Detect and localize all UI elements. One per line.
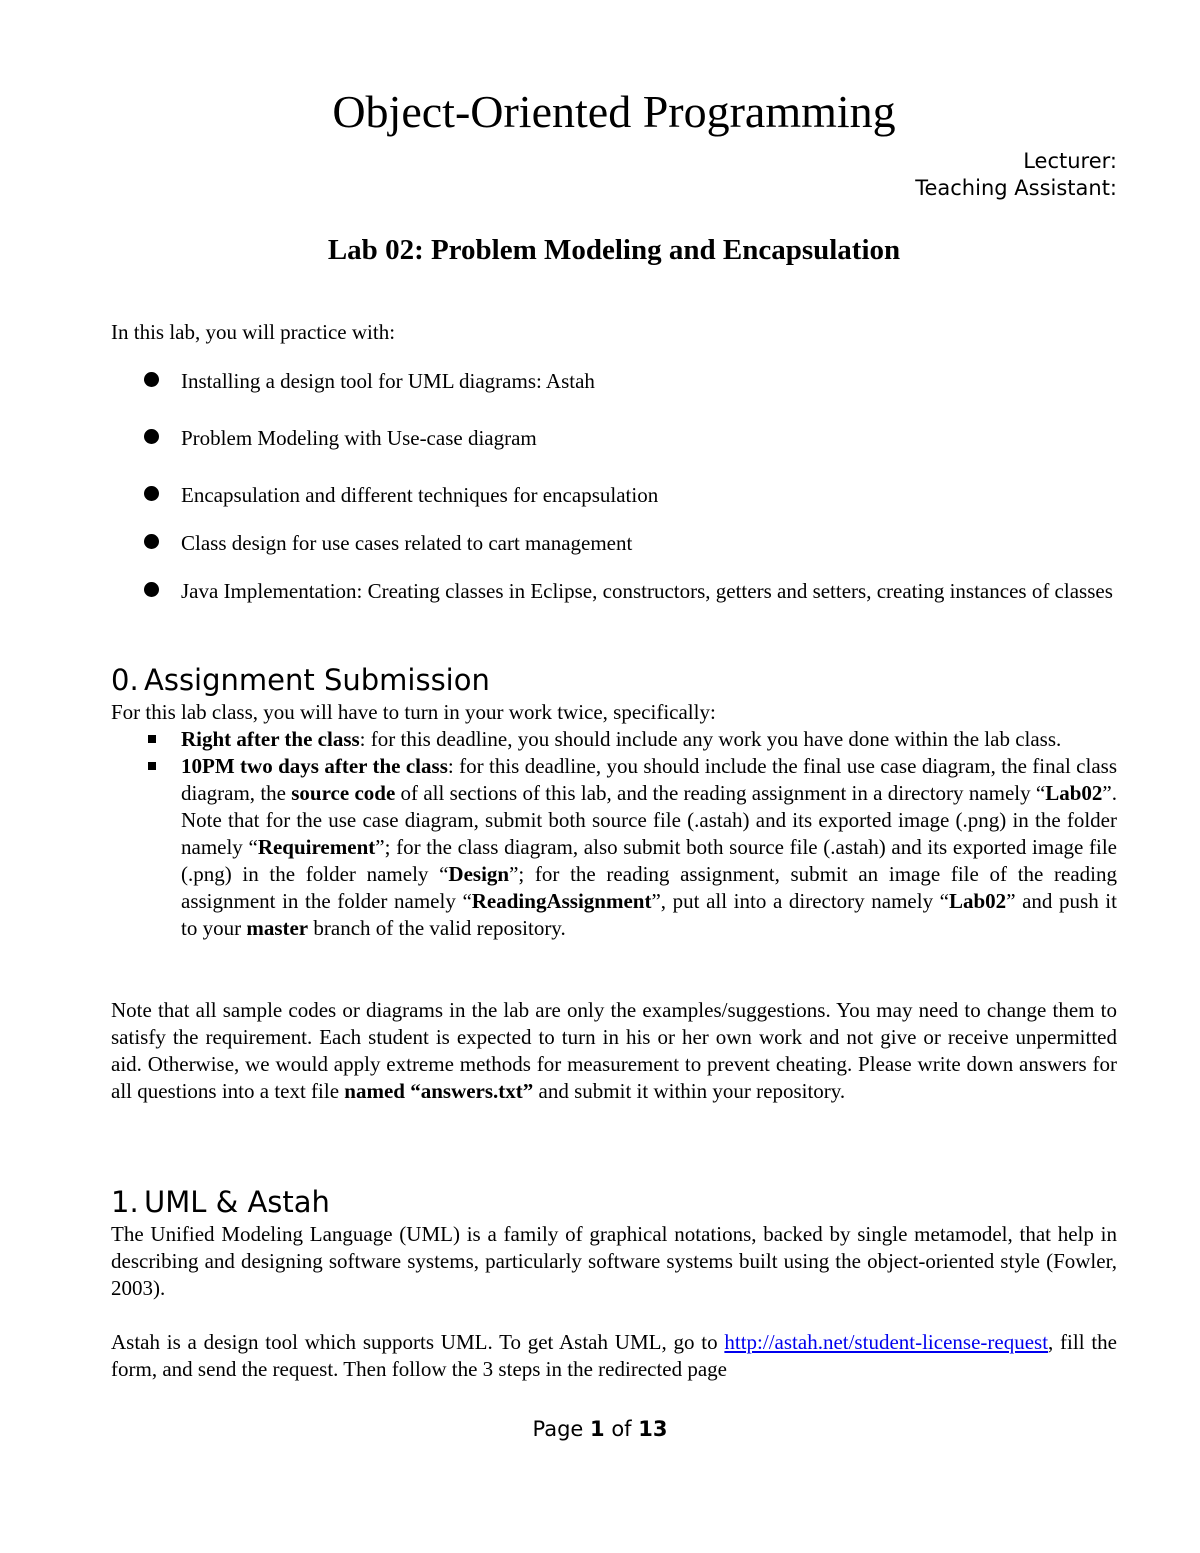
lecturer-label: Lecturer: [1023,149,1117,173]
square-bullet-icon [148,762,156,770]
astah-license-link[interactable]: http://astah.net/student-license-request [724,1330,1049,1354]
section-title: UML & Astah [144,1185,330,1219]
submission-note: Note that all sample codes or diagrams in the lab are only the examples/suggestions. You may need to change them to satisfy the requirement. Each student is expected to turn in his or her own work and not give or receive unpermitted aid. Otherwise, we would apply extreme methods for measurement to prevent cheating. Please write down answers for all questions into a text file named “answers.txt” and submit it within your repository. [111,998,1117,1103]
bullet-dot-icon [144,372,159,387]
bullet-dot-icon [144,582,159,597]
total-pages-number: 13 [638,1417,668,1441]
astah-paragraph: Astah is a design tool which supports UML. To get Astah UML, go to http://astah.net/student-license-request, fill the form, and send the request. Then follow the 3 steps in the redirected page [111,1330,1117,1381]
document-title: Object-Oriented Programming [332,86,896,137]
staff-block [915,148,1117,202]
submission-item: 10PM two days after the class: for this deadline, you should include the final use case diagram, the final class diagram, the source code of all sections of this lab, and the reading assignment in a directory namely “Lab02”. Note that for the use case diagram, submit both source file (.astah) and its exported image (.png) in the folder namely “Requirement”; for the class diagram, also submit both source file (.astah) and its exported image file (.png) in the folder namely “Design”; for the reading assignment, submit an image file of the reading assignment in the folder namely “ReadingAssignment”, put all into a directory namely “Lab02” and push it to your master branch of the valid repository. [111,753,1117,942]
objectives-list [111,364,1117,609]
section-title: Assignment Submission [144,663,490,697]
current-page-number: 1 [590,1417,605,1441]
intro-text: In this lab, you will practice with: [111,320,396,344]
page-footer: Page 1 of 13 [532,1417,668,1441]
objective-item: Encapsulation and different techniques for encapsulation [111,478,1117,513]
lab-title: Lab 02: Problem Modeling and Encapsulation [327,234,901,266]
uml-paragraph: The Unified Modeling Language (UML) is a family of graphical notations, backed by single metamodel, that help in describing and designing software systems, particularly software systems built using the object-oriented style (Fowler, 2003). [111,1222,1117,1300]
bullet-dot-icon [144,486,159,501]
square-bullet-icon [148,735,156,743]
bullet-dot-icon [144,429,159,444]
submission-list [111,726,1117,942]
teaching-assistant-label: Teaching Assistant: [915,176,1117,200]
bullet-dot-icon [144,534,159,549]
section-0-heading [111,662,490,698]
objective-item: Installing a design tool for UML diagrams: Astah [111,364,1117,399]
objective-item: Class design for use cases related to cart management [111,526,1117,561]
section-number: 0. [111,663,139,697]
submission-item: Right after the class: for this deadline, you should include any work you have done within the lab class. [111,726,1117,753]
submission-lead: For this lab class, you will have to turn in your work twice, specifically: [111,700,716,724]
objective-item: Problem Modeling with Use-case diagram [111,421,1117,456]
section-1-heading [111,1184,330,1220]
objective-item: Java Implementation: Creating classes in Eclipse, constructors, getters and setters, creating instances of classes [111,574,1117,609]
section-number: 1. [111,1185,139,1219]
